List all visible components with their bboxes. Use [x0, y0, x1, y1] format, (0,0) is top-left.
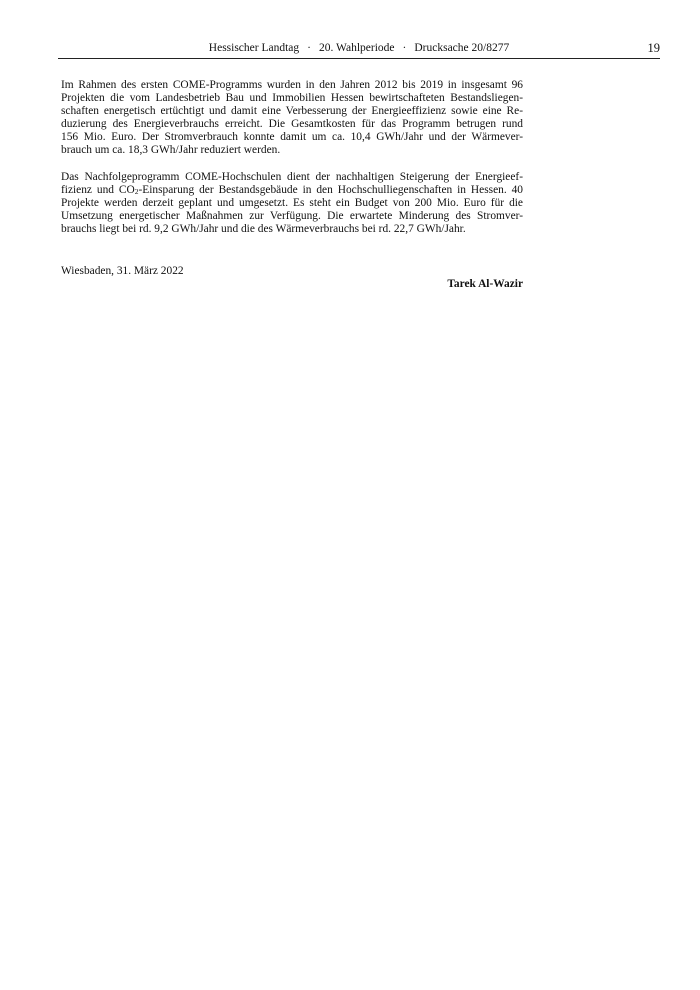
- page-number: 19: [647, 41, 660, 55]
- text-fragment: -Einsparung der Bestandsgebäude in den Hochschulliegenschaften in Hessen. 40: [138, 183, 523, 196]
- text-line: [61, 184, 523, 197]
- text-line: Das Nachfolgeprogramm COME-Hochschulen dient der nachhaltigen Steigerung der Energieef-: [61, 170, 523, 183]
- text-line: brauch um ca. 18,3 GWh/Jahr reduziert werden.: [61, 144, 281, 157]
- place-and-date: Wiesbaden, 31. März 2022: [61, 265, 184, 277]
- text-fragment: fizienz und CO: [61, 183, 135, 196]
- text-line: Projekten die vom Landesbetrieb Bau und Immobilien Hessen bewirtschafteten Bestandsliegen-: [61, 92, 523, 105]
- paragraph-come-programm: [61, 79, 523, 158]
- text-line: Projekte werden derzeit geplant und umgesetzt. Es steht ein Budget von 200 Mio. Euro für die: [61, 196, 523, 209]
- subscript-two: 2: [134, 186, 139, 196]
- signatory-name: Tarek Al-Wazir: [447, 278, 523, 290]
- text-line: Umsetzung energetischer Maßnahmen zur Verfügung. Die erwartete Minderung des Stromver-: [61, 209, 523, 222]
- header-period: 20. Wahlperiode: [319, 42, 395, 54]
- header-parliament: Hessischer Landtag: [208, 42, 300, 54]
- header-separator: ·: [307, 42, 311, 54]
- page-header: [58, 41, 660, 59]
- text-line: Im Rahmen des ersten COME-Programms wurden in den Jahren 2012 bis 2019 in insgesamt 96: [61, 79, 523, 91]
- header-running-title: [58, 42, 660, 54]
- text-line: brauchs liegt bei rd. 9,2 GWh/Jahr und die des Wärmeverbrauchs bei rd. 22,7 GWh/Jahr.: [61, 222, 466, 235]
- document-body: [61, 79, 523, 249]
- text-line: duzierung des Energieverbrauchs erreicht. Die Gesamtkosten für das Programm betrugen rund: [61, 118, 523, 131]
- header-separator: ·: [402, 42, 407, 54]
- header-document-number: Drucksache 20/8277: [414, 42, 510, 54]
- text-line: schaften energetisch ertüchtigt und damit eine Verbesserung der Energieeffizienz sowie eine Re-: [61, 105, 523, 118]
- paragraph-come-hochschulen: [61, 171, 523, 236]
- text-line: 156 Mio. Euro. Der Stromverbrauch konnte damit um ca. 10,4 GWh/Jahr und der Wärmever-: [61, 131, 523, 144]
